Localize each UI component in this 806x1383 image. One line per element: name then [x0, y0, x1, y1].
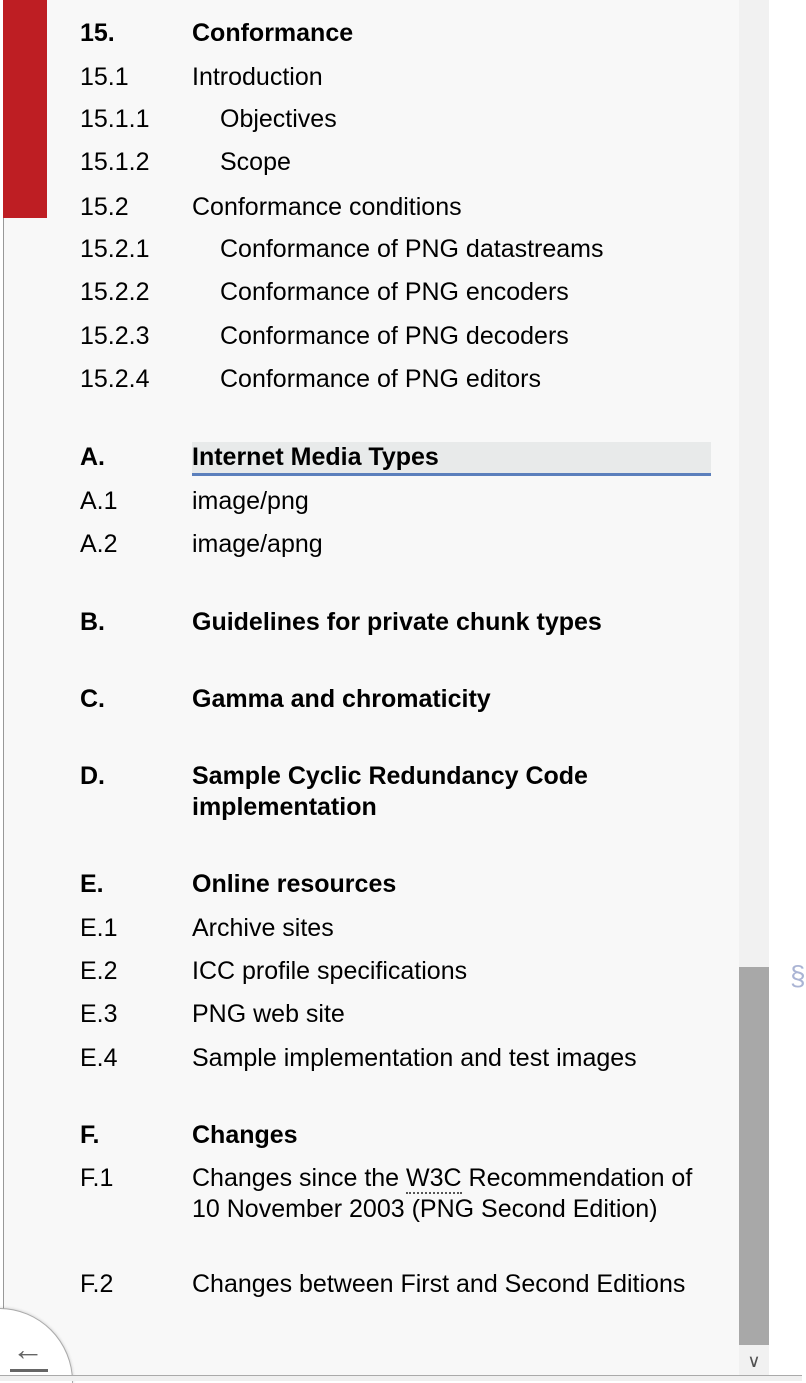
toc-item-link[interactable] — [192, 1163, 702, 1225]
toc-item-number: D. — [80, 762, 105, 790]
chevron-down-icon: ∨ — [747, 1351, 761, 1371]
toc-item-link[interactable]: Scope — [220, 148, 291, 176]
scroll-down-button[interactable] — [739, 1348, 769, 1374]
w3c-abbreviation: W3C — [406, 1164, 462, 1192]
toc-item-link[interactable]: Gamma and chromaticity — [192, 685, 491, 713]
toc-item-link[interactable]: Conformance of PNG encoders — [220, 278, 569, 306]
toc-item-link[interactable]: Online resources — [192, 870, 397, 898]
toc-item-number: E.3 — [80, 1000, 118, 1028]
toc-item-number: 15.2.2 — [80, 278, 150, 306]
section-link[interactable]: § — [790, 960, 806, 991]
toc-item-number: 15.1.1 — [80, 105, 150, 133]
toc-item-number: B. — [80, 608, 105, 636]
toc-item-number: C. — [80, 685, 105, 713]
toc-item-link[interactable]: ICC profile specifications — [192, 957, 468, 985]
toc-item-number: A. — [80, 443, 105, 471]
toc-item-number: 15.1.2 — [80, 148, 150, 176]
toc-item-number: 15.1 — [80, 63, 129, 91]
toc-item-link[interactable]: PNG web site — [192, 1000, 345, 1028]
arrow-left-icon: ← — [12, 1331, 44, 1367]
toc-item-number: E. — [80, 870, 104, 898]
bottom-border — [0, 1375, 802, 1381]
toc-item-link[interactable]: image/apng — [192, 530, 323, 558]
toc-item-link[interactable]: Conformance — [192, 19, 354, 47]
toc-item-number: E.1 — [80, 914, 118, 942]
toc-item-number: F.2 — [80, 1270, 114, 1298]
toc-item-link[interactable]: Sample implementation and test images — [192, 1044, 637, 1072]
toc-item-link[interactable]: Internet Media Types — [192, 442, 711, 476]
toc-item-number: A.2 — [80, 530, 118, 558]
title-text: Changes since the — [192, 1164, 407, 1192]
scrollbar-thumb[interactable] — [739, 967, 769, 1345]
toc-item-link[interactable]: Conformance conditions — [192, 193, 462, 221]
current-section-marker — [3, 0, 47, 218]
toc-item-link[interactable]: Conformance of PNG datastreams — [220, 235, 604, 263]
toc-item-number: F. — [80, 1121, 100, 1149]
toc-item-link[interactable]: Changes — [192, 1121, 298, 1149]
toc-item-link[interactable]: Sample Cyclic Redundancy Code implementation — [192, 762, 588, 821]
toc-item-link[interactable]: Guidelines for private chunk types — [192, 608, 602, 636]
toc-item-number: E.4 — [80, 1044, 118, 1072]
toc-item-link[interactable]: Introduction — [192, 63, 323, 91]
toc-item-link[interactable]: Conformance of PNG editors — [220, 365, 541, 393]
toc-item-number: 15.2.1 — [80, 235, 150, 263]
toc-item-number: E.2 — [80, 957, 118, 985]
toc-item-number: A.1 — [80, 487, 118, 515]
toc-item-number: 15.2.3 — [80, 322, 150, 350]
toc-item-number: 15.2.4 — [80, 365, 150, 393]
toc-item-number: 15.2 — [80, 193, 129, 221]
toc-item-link[interactable]: Changes between First and Second Editions — [192, 1270, 686, 1298]
toc-item-link[interactable]: Archive sites — [192, 914, 334, 942]
toc-item-number: 15. — [80, 19, 115, 47]
toc-item-number: F.1 — [80, 1164, 114, 1192]
title-text: Recommendation of 10 November 2003 (PNG Second Edition) — [192, 1164, 693, 1223]
toc-item-link[interactable]: Conformance of PNG decoders — [220, 322, 569, 350]
toc-item-link[interactable]: Objectives — [220, 105, 337, 133]
toc-item-link[interactable]: image/png — [192, 487, 309, 515]
